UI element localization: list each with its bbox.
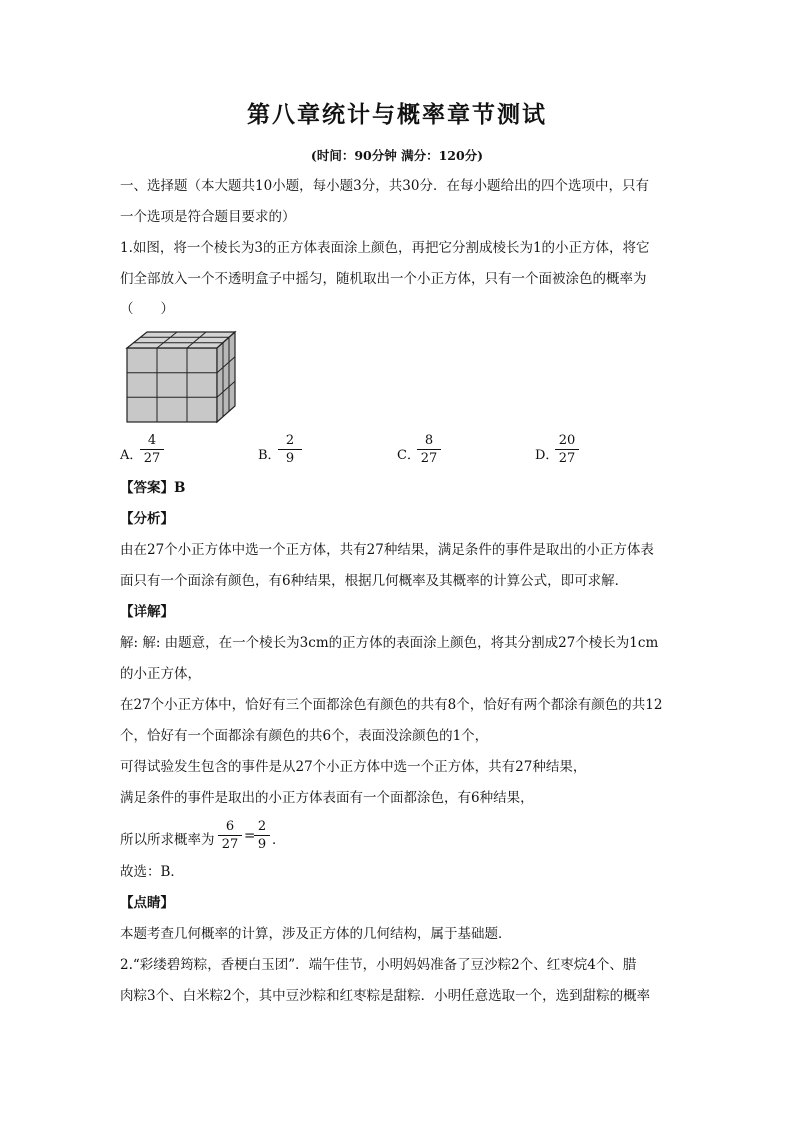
formula-denominator-1: 27 [221, 837, 239, 852]
question-1-stem-cont: 们全部放入一个不透明盒子中摇匀，随机取出一个小正方体，只有一个面被涂色的概率为 [120, 271, 647, 287]
option-b-letter: B． [258, 448, 281, 463]
detail-text-4: 个，恰好有一个面都涂有颜色的共6个，表面没涂颜色的1个， [120, 728, 489, 744]
option-c-numerator: 8 [417, 432, 441, 450]
option-a-denominator: 27 [143, 451, 161, 466]
option-a-fraction [140, 432, 164, 467]
question-2-stem: 2.“彩缕碧筠粽，香梗白玉团”．端午佳节，小明妈妈准备了豆沙粽2个、红枣烷4个、腊 [120, 957, 637, 973]
exam-info: (时间：90分钟 满分：120分) [310, 148, 484, 163]
option-d-numerator: 20 [555, 432, 579, 450]
option-a-letter: A． [120, 448, 143, 463]
option-d-letter: D． [535, 448, 559, 463]
option-b-fraction [278, 432, 302, 467]
option-d-denominator: 27 [558, 451, 576, 466]
formula-fraction-2 [254, 818, 270, 853]
question-2-stem-cont: 肉粽3个、白米粽2个，其中豆沙粽和红枣粽是甜粽．小明任意选取一个，选到甜粽的概率 [120, 988, 651, 1004]
formula-numerator-2: 2 [254, 818, 270, 836]
option-b-denominator: 9 [285, 451, 295, 466]
formula-prefix: 所以所求概率为 [120, 832, 215, 848]
answer-line: 【答案】B [120, 480, 186, 496]
detail-text-1: 解: 解: 由题意，在一个棱长为3cm的正方体的表面涂上颜色，将其分割成27个棱长为1cm [120, 635, 659, 651]
page-title: 第八章统计与概率章节测试 [247, 102, 547, 128]
comment-text: 本题考查几何概率的计算，涉及正方体的几何结构，属于基础题． [120, 926, 512, 942]
option-c-denominator: 27 [420, 451, 438, 466]
section-heading: 一、选择题（本大题共10小题，每小题3分，共30分．在每小题给出的四个选项中，只有 [120, 178, 649, 194]
detail-text-5: 可得试验发生包含的事件是从27个小正方体中选一个正方体，共有27种结果， [120, 759, 587, 775]
section-heading-cont: 一个选项是符合题目要求的） [120, 209, 296, 225]
option-d-fraction [555, 432, 579, 467]
analysis-text: 由在27个小正方体中选一个正方体，共有27种结果，满足条件的事件是取出的小正方体表 [120, 542, 654, 558]
formula-fraction-1 [218, 818, 242, 853]
formula-numerator-1: 6 [218, 818, 242, 836]
option-b-numerator: 2 [278, 432, 302, 450]
option-c-fraction [417, 432, 441, 467]
formula-denominator-2: 9 [257, 837, 267, 852]
detail-text-2: 的小正方体， [120, 666, 201, 682]
answer-blank: （ ） [120, 301, 174, 317]
detail-text-6: 满足条件的事件是取出的小正方体表面有一个面都涂色，有6种结果， [120, 790, 534, 806]
detail-text-3: 在27个小正方体中，恰好有三个面都涂色有颜色的共有8个，恰好有两个都涂有颜色的共12 [120, 697, 663, 713]
choice-line: 故选：B． [120, 864, 184, 880]
analysis-text-cont: 面只有一个面涂有颜色，有6种结果，根据几何概率及其概率的计算公式，即可求解． [120, 573, 629, 589]
option-c-letter: C． [397, 448, 420, 463]
comment-heading: 【点睛】 [120, 895, 174, 911]
cube-figure [125, 330, 237, 424]
analysis-heading: 【分析】 [120, 511, 174, 527]
option-a-numerator: 4 [140, 432, 164, 450]
question-1-stem: 1.如图，将一个棱长为3的正方体表面涂上颜色，再把它分割成棱长为1的小正方体，将它 [120, 240, 650, 256]
formula-equals: = [244, 828, 256, 844]
formula-end: ． [272, 832, 286, 848]
detail-heading: 【详解】 [120, 604, 174, 620]
